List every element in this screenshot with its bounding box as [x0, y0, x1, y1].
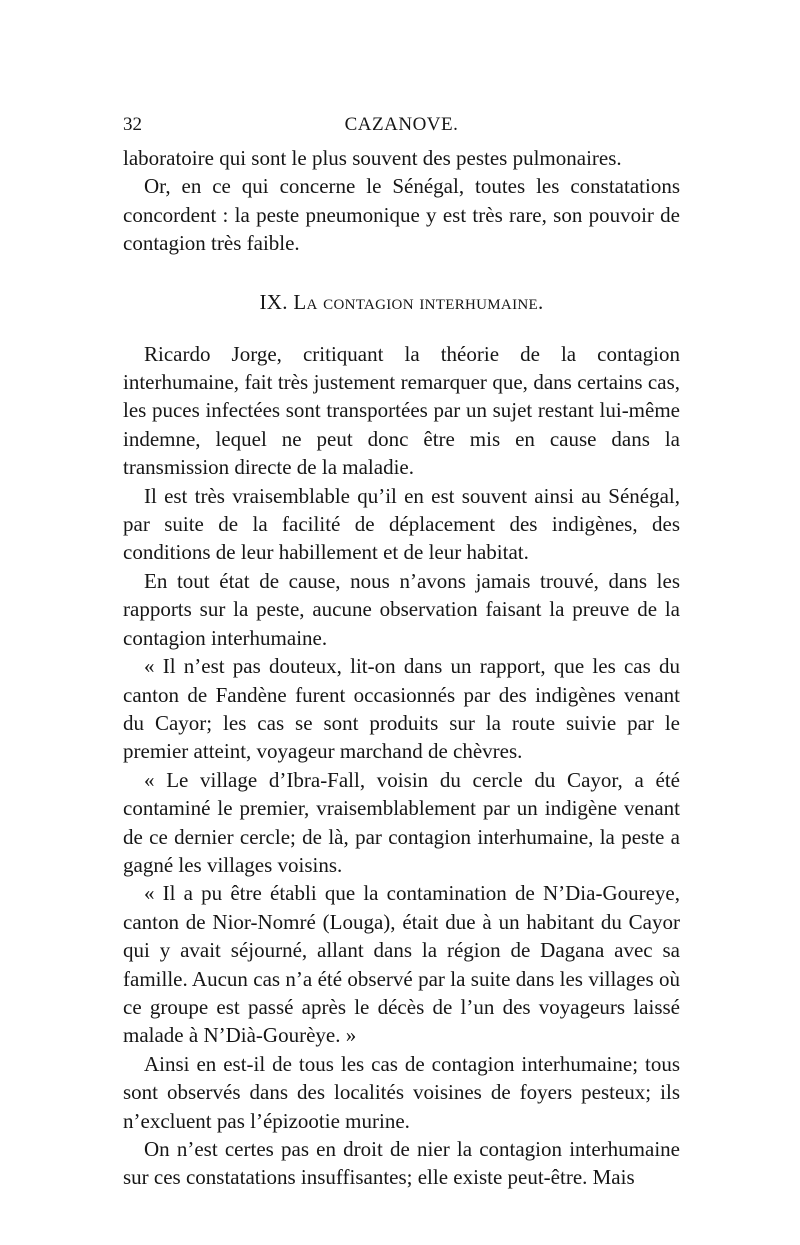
book-page [123, 114, 680, 1192]
running-title: CAZANOVE. [344, 114, 459, 135]
paragraph: laboratoire qui sont le plus souvent des pestes pulmonaires. [123, 146, 622, 170]
page-number: 32 [123, 114, 142, 135]
paragraph: Ainsi en est-il de tous les cas de contagion interhumaine; tous sont observés dans des localités voisines de foyers pesteux; ils n’excluent pas l’épizootie murine. [123, 1051, 680, 1133]
quoted-paragraph: « Il n’est pas douteux, lit-on dans un rapport, que les cas du canton de Fandène furent occasionnés par des indigènes venant du Cayor; les cas se sont produits sur la route suivie par le premier atteint, voyageur marchand de chèvres. [123, 654, 680, 764]
quoted-paragraph: « Il a pu être établi que la contamination de N’Dia-Goureye, canton de Nior-Nomré (Louga), était due à un habitant du Cayor qui y avait séjourné, allant dans la région de Dagana avec sa famille. Aucun cas n’a été observé par la suite dans les villages où ce groupe est passé après le décès de l’un des voyageurs laissé malade à N’Dià-Gourèye. » [123, 881, 680, 1048]
paragraph: Ricardo Jorge, critiquant la théorie de la contagion interhumaine, fait très justement remarquer que, dans certains cas, les puces infectées sont transportées par un sujet restant lui-même indemne, lequel ne peut donc être mis en cause dans la transmission directe de la maladie. [123, 341, 680, 480]
running-head [123, 114, 680, 144]
quoted-paragraph: « Le village d’Ibra-Fall, voisin du cercle du Cayor, a été contaminé le premier, vraisemblablement par un indigène venant de ce dernier cercle; de là, par contagion interhumaine, la peste a gagné les villages voisins. [123, 767, 680, 877]
section-heading [123, 290, 680, 315]
paragraph: Il est très vraisemblable qu’il en est souvent ainsi au Sénégal, par suite de la facilité de déplacement des indigènes, des conditions de leur habillement et de leur habitat. [123, 483, 680, 565]
paragraph: Or, en ce qui concerne le Sénégal, toutes les constatations concordent : la peste pneumonique y est très rare, son pouvoir de contagion très faible. [123, 174, 680, 256]
body-text [123, 144, 680, 1192]
section-title: La contagion interhumaine. [293, 289, 544, 314]
section-number: IX. [259, 289, 288, 314]
paragraph: En tout état de cause, nous n’avons jamais trouvé, dans les rapports sur la peste, aucune observation faisant la preuve de la contagion interhumaine. [123, 568, 680, 650]
paragraph: On n’est certes pas en droit de nier la contagion interhumaine sur ces constatations insuffisantes; elle existe peut-être. Mais [123, 1137, 680, 1190]
